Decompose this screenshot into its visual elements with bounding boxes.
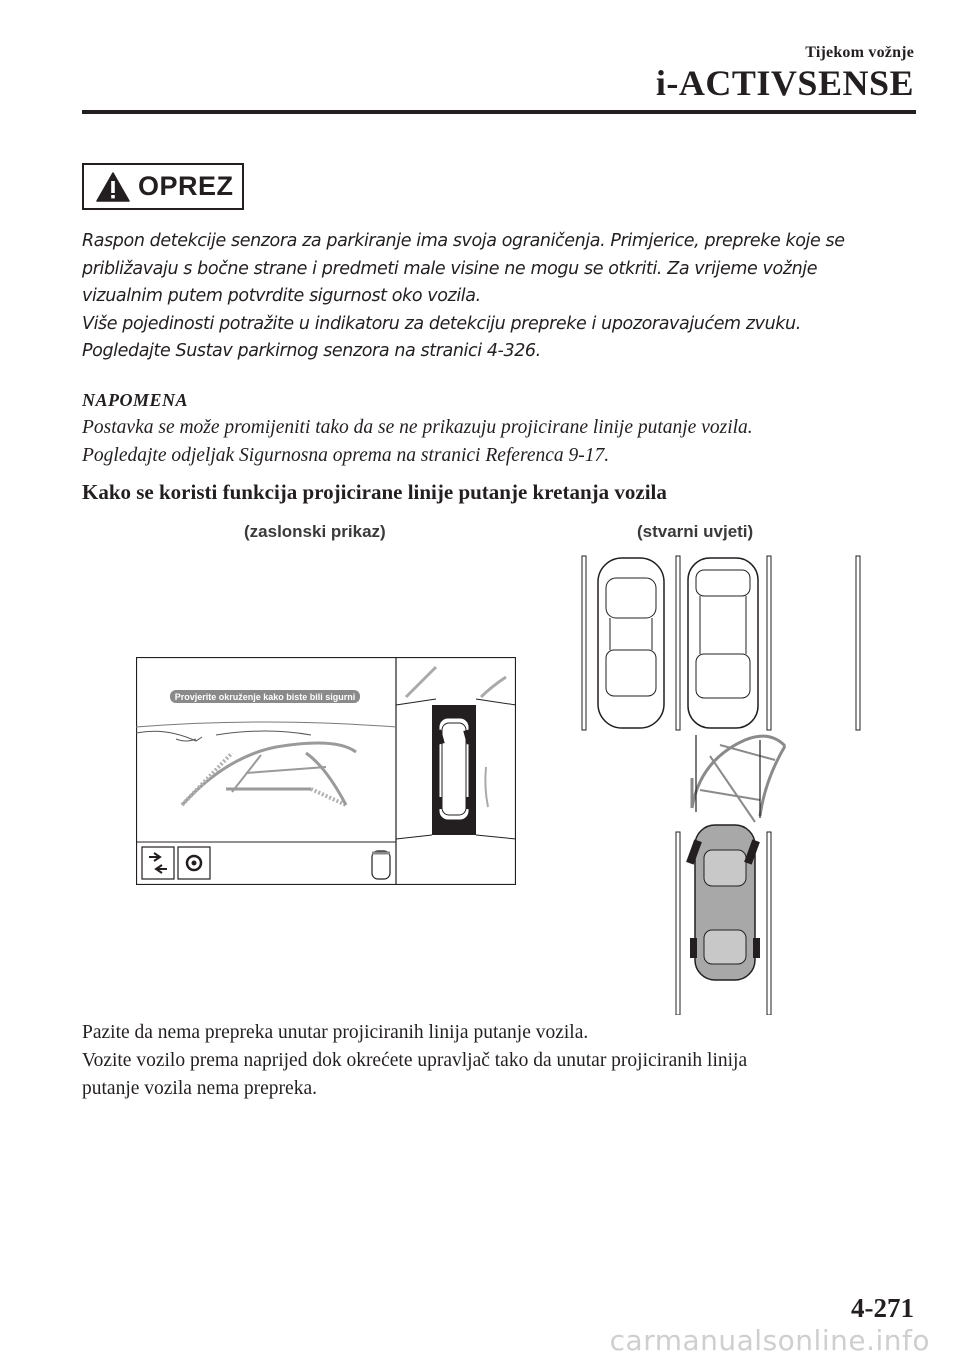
figure-label-real: (stvarni uvjeti) [637, 522, 754, 541]
note-line: Postavka se može promijeniti tako da se ne prikazuju projicirane linije putanje vozila. [82, 417, 753, 438]
screen-banner-text: Provjerite okruženje kako biste bili sigurni [174, 692, 356, 702]
body-text [82, 1019, 922, 1103]
note-line: Pogledajte odjeljak Sigurnosna oprema na stranici Referenca 9-17. [82, 445, 610, 466]
own-car [686, 825, 760, 980]
section-heading: Kako se koristi funkcija projicirane linije putanje kretanja vozila [82, 480, 667, 504]
caution-line: Raspon detekcije senzora za parkiranje ima svoja ograničenja. Primjerice, prepreke koje se [82, 231, 845, 251]
watermark: carmanualsonline.info [609, 1324, 930, 1357]
caution-line: približavaju s bočne strane i predmeti male visine ne mogu se otkriti. Za vrijeme vožnje [82, 258, 818, 279]
page-number: 4-271 [851, 1293, 914, 1323]
warning-icon [96, 172, 130, 202]
caution-text [82, 228, 912, 366]
header-divider [82, 110, 916, 114]
caution-line: Više pojedinosti potražite u indikatoru za detekciju prepreke i upozoravajućem zvuku. [82, 313, 801, 334]
real-conditions-illustration [570, 550, 870, 1015]
parked-car-right [688, 558, 758, 728]
body-line: Vozite vozilo prema naprijed dok okrećete upravljač tako da unutar projiciranih linija [82, 1050, 748, 1071]
body-line: putanje vozila nema prepreka. [82, 1078, 317, 1099]
figure-label-screen: (zaslonski prikaz) [244, 522, 386, 541]
chapter-subtitle: Tijekom vožnje [805, 44, 914, 61]
parked-car-left [598, 558, 664, 728]
caution-badge [82, 163, 244, 210]
caution-line: vizualnim putem potvrdite sigurnost oko vozila. [82, 286, 481, 306]
screen-display-illustration [136, 657, 516, 885]
caution-label: OPREZ [138, 171, 234, 201]
chapter-title: i-ACTIVSENSE [655, 63, 914, 103]
caution-line: Pogledajte Sustav parkirnog senzora na stranici 4-326. [82, 341, 541, 361]
note-title: NAPOMENA [82, 390, 189, 410]
note-text [82, 414, 922, 470]
body-line: Pazite da nema prepreka unutar projiciranih linija putanje vozila. [82, 1022, 589, 1043]
